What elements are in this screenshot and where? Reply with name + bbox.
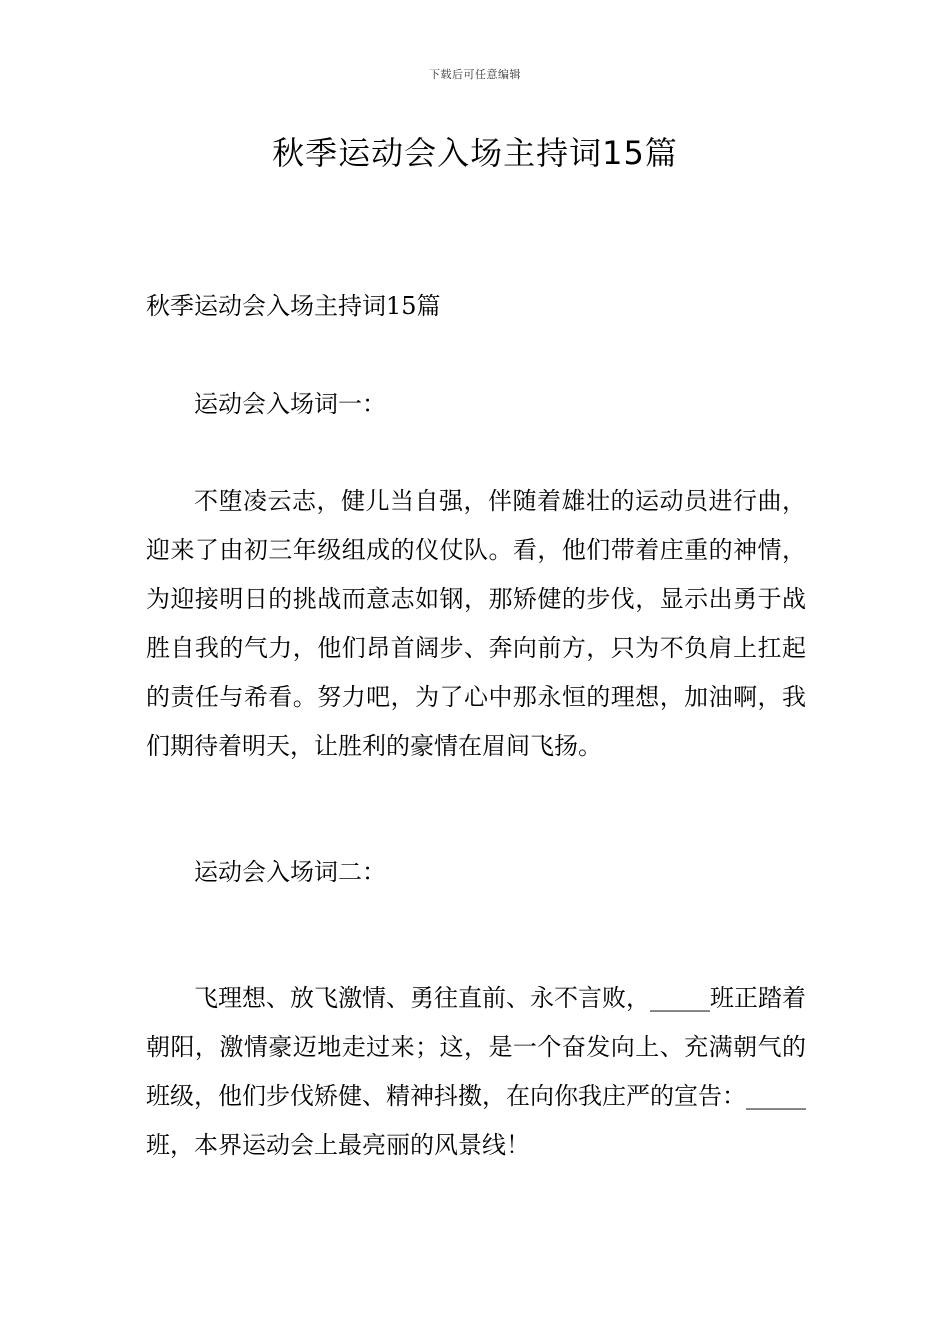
header-note: 下载后可任意编辑 [429, 68, 521, 81]
page-title: 秋季运动会入场主持词15篇 [272, 134, 678, 172]
section-heading-2: 运动会入场词二： [194, 858, 386, 886]
section-heading-1: 运动会入场词一： [194, 390, 386, 418]
document-subtitle: 秋季运动会入场主持词15篇 [146, 292, 441, 320]
section-paragraph-1: 不堕凌云志，健儿当自强，伴随着雄壮的运动员进行曲，迎来了由初三年级组成的仪仗队。看，他们带着庄重的神情，为迎接明日的挑战而意志如钢，那矫健的步伐，显示出勇于战胜自我的气力，他们昂首阔步、奔向前方，只为不负肩上扛起的责任与希看。努力吧，为了心中那永恒的理想，加油啊，我们期待着明天，让胜利的豪情在眉间飞扬。 [146, 487, 806, 760]
section-paragraph-2: 飞理想、放飞激情、勇往直前、永不言败，_____班正踏着朝阳，激情豪迈地走过来；这，是一个奋发向上、充满朝气的班级，他们步伐矫健、精神抖擞，在向你我庄严的宣告：_____班，本界运动会上最亮丽的风景线！ [146, 984, 806, 1159]
